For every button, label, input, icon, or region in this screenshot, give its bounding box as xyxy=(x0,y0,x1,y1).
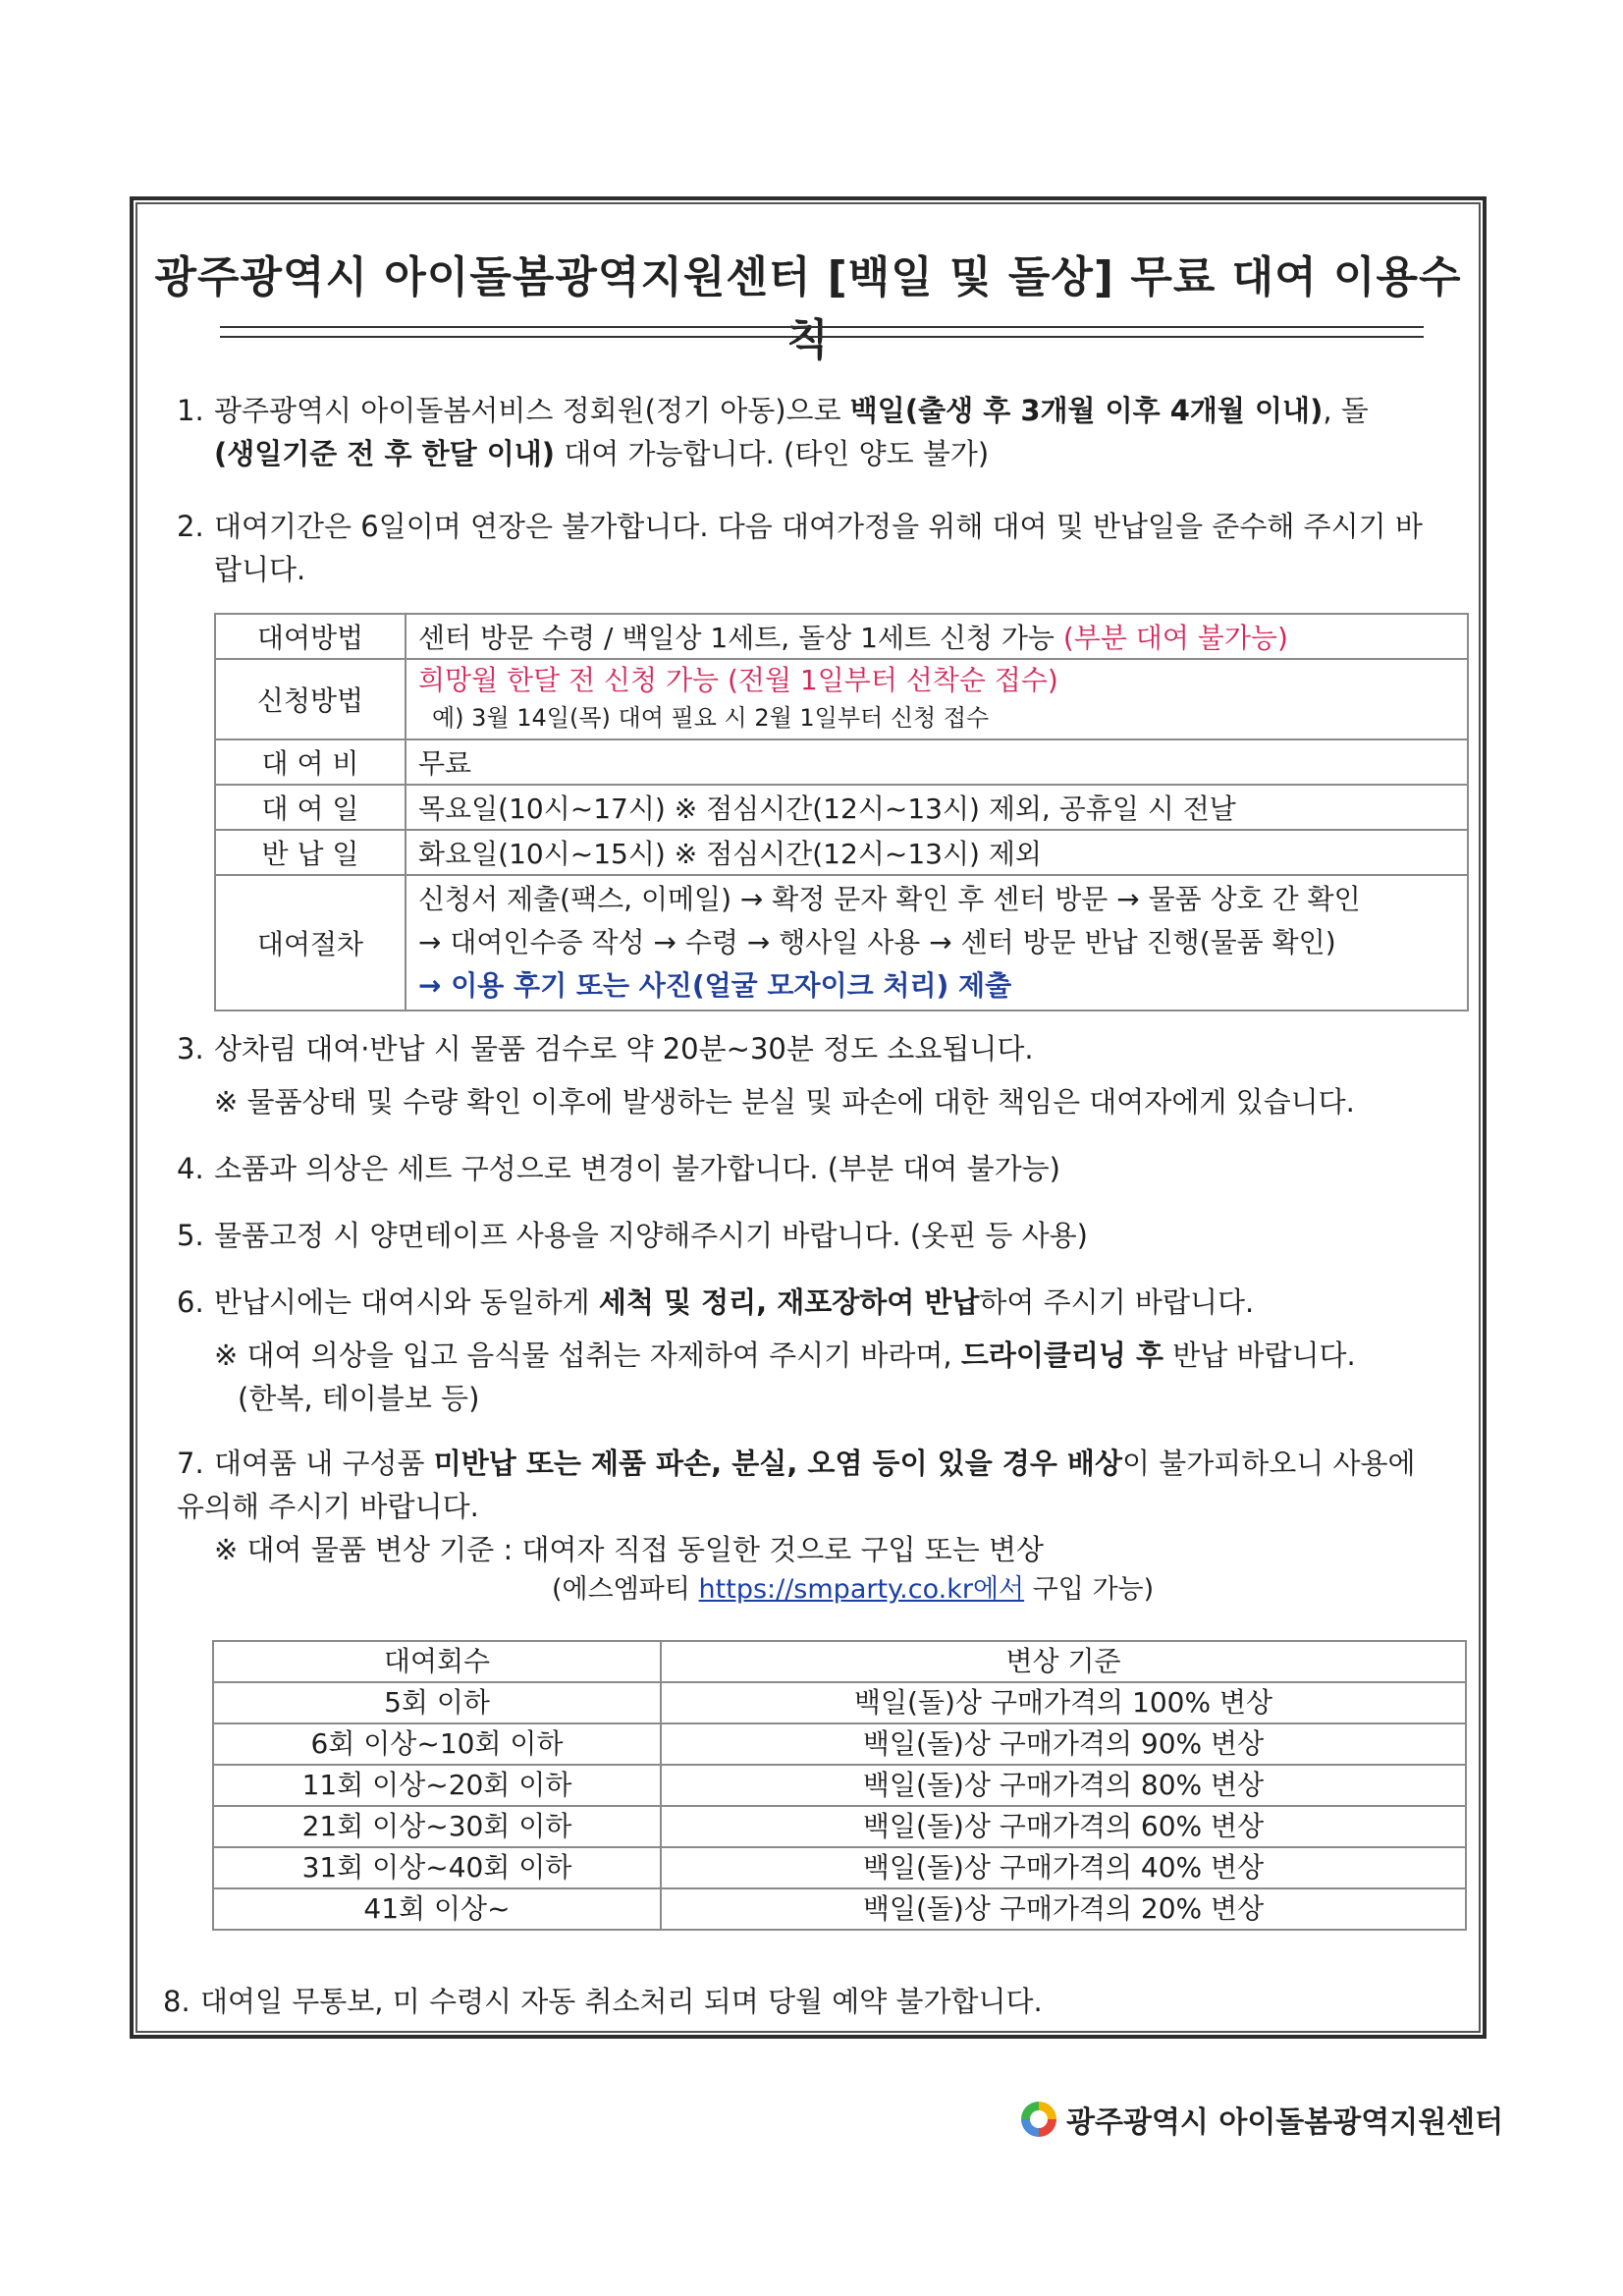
rental-day-value: 목요일(10시~17시) ※ 점심시간(12시~13시) 제외, 공휴일 시 전날 xyxy=(406,785,1468,830)
fee-label: 대 여 비 xyxy=(215,739,406,785)
footer-org xyxy=(1021,2098,1503,2141)
method-label: 대여방법 xyxy=(215,614,406,659)
return-day-value: 화요일(10시~15시) ※ 점심시간(12시~13시) 제외 xyxy=(406,830,1468,875)
return-day-label: 반 납 일 xyxy=(215,830,406,875)
apply-label: 신청방법 xyxy=(215,659,406,739)
table-row: 21회 이상~30회 이하 백일(돌)상 구매가격의 60% 변상 xyxy=(213,1806,1466,1847)
table-row: 6회 이상~10회 이하 백일(돌)상 구매가격의 90% 변상 xyxy=(213,1723,1466,1765)
rule-item-8: 8. 대여일 무통보, 미 수령시 자동 취소처리 되며 당월 예약 불가합니다. xyxy=(163,1985,1043,2018)
title-underline-bottom xyxy=(220,336,1424,338)
page-title: 광주광역시 아이돌봄광역지원센터 [백일 및 돌상] 무료 대여 이용수칙 xyxy=(154,252,1462,365)
table-row xyxy=(215,830,1468,875)
rule-item-1: 1. 광주광역시 아이돌봄서비스 정회원(정기 아동)으로 백일(출생 후 3개월 이후 4개월 이내), 돌 (생일기준 전 후 한달 이내) 대여 가능합니다. (타인 양도 불가) xyxy=(177,394,1369,470)
table-row: 41회 이상~ 백일(돌)상 구매가격의 20% 변상 xyxy=(213,1888,1466,1930)
header-standard: 변상 기준 xyxy=(661,1641,1466,1682)
title-underline-top xyxy=(220,326,1424,328)
table-row xyxy=(215,875,1468,1011)
rental-day-label: 대 여 일 xyxy=(215,785,406,830)
rental-info-table xyxy=(214,613,1469,1011)
procedure-label: 대여절차 xyxy=(215,875,406,1011)
apply-value: 희망월 한달 전 신청 가능 (전월 1일부터 선착순 접수) 예) 3월 14일(목) 대여 필요 시 2월 1일부터 신청 접수 xyxy=(406,659,1468,739)
footer-org-name: 광주광역시 아이돌봄광역지원센터 xyxy=(1066,2105,1504,2140)
compensation-table xyxy=(212,1640,1467,1931)
rule-item-6: 6. 반납시에는 대여시와 동일하게 세척 및 정리, 재포장하여 반납하여 주시기 바랍니다. ※ 대여 의상을 입고 음식물 섭취는 자제하여 주시기 바라며, 드라이클리닝 후 반납 바랍니다. (한복, 테이블보 등) xyxy=(177,1285,1356,1415)
table-row xyxy=(215,614,1468,659)
table-row: 31회 이상~40회 이하 백일(돌)상 구매가격의 40% 변상 xyxy=(213,1847,1466,1888)
rule-item-4: 4. 소품과 의상은 세트 구성으로 변경이 불가합니다. (부분 대여 불가능) xyxy=(177,1152,1060,1185)
fee-value: 무료 xyxy=(406,739,1468,785)
procedure-value: 신청서 제출(팩스, 이메일) → 확정 문자 확인 후 센터 방문 → 물품 상호 간 확인 → 대여인수증 작성 → 수령 → 행사일 사용 → 센터 방문 반납 진행(물품 확인) → 이용 후기 또는 사진(얼굴 모자이크 처리) 제출 xyxy=(406,875,1468,1011)
document-frame xyxy=(130,196,1487,2039)
table-row: 5회 이하 백일(돌)상 구매가격의 100% 변상 xyxy=(213,1682,1466,1723)
smparty-link[interactable]: https://smparty.co.kr에서 xyxy=(698,1574,1025,1605)
rule-item-5: 5. 물품고정 시 양면테이프 사용을 지양해주시기 바랍니다. (옷핀 등 사용) xyxy=(177,1219,1088,1252)
table-row xyxy=(215,739,1468,785)
table-row xyxy=(215,785,1468,830)
rule-item-7: 7. 대여품 내 구성품 미반납 또는 제품 파손, 분실, 오염 등이 있을 경우 배상이 불가피하오니 사용에 유의해 주시기 바랍니다. ※ 대여 물품 변상 기준 : 대여자 직접 동일한 것으로 구입 또는 변상 (에스엠파티 https://smparty.co.kr에서 구입 가능) xyxy=(177,1447,1416,1605)
center-logo-icon xyxy=(1021,2102,1056,2137)
table-row xyxy=(215,659,1468,739)
method-value: 센터 방문 수령 / 백일상 1세트, 돌상 1세트 신청 가능 (부분 대여 불가능) xyxy=(406,614,1468,659)
header-count: 대여회수 xyxy=(213,1641,661,1682)
rule-item-3: 3. 상차림 대여·반납 시 물품 검수로 약 20분~30분 정도 소요됩니다. ※ 물품상태 및 수량 확인 이후에 발생하는 분실 및 파손에 대한 책임은 대여자에게 있습니다. xyxy=(177,1032,1355,1119)
table-row: 11회 이상~20회 이하 백일(돌)상 구매가격의 80% 변상 xyxy=(213,1765,1466,1806)
rule-item-2: 2. 대여기간은 6일이며 연장은 불가합니다. 다음 대여가정을 위해 대여 및 반납일을 준수해 주시기 바랍니다. xyxy=(177,510,1423,586)
table-header-row xyxy=(213,1641,1466,1682)
